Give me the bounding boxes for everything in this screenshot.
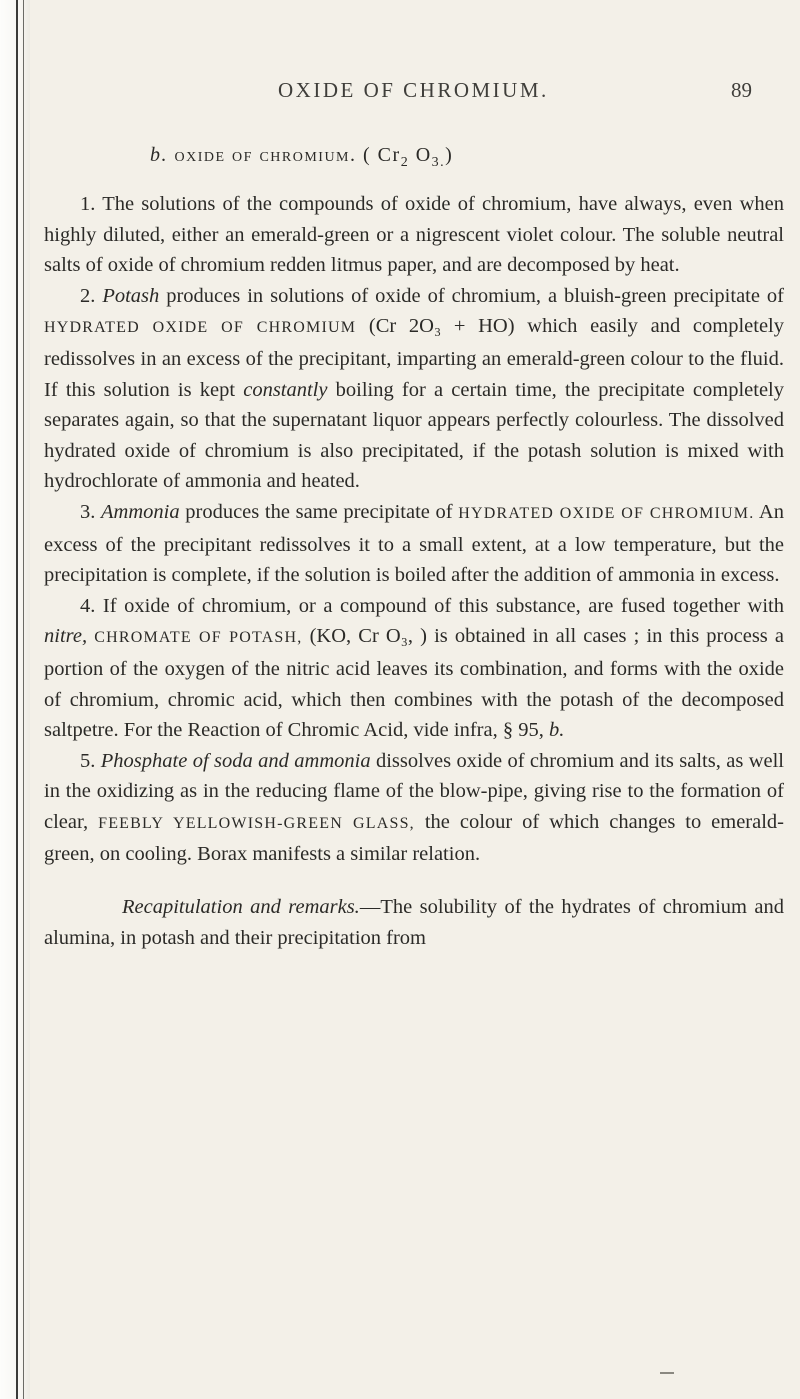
page-mark — [660, 1372, 674, 1374]
p2-text-c: boiling for a certain time, the precipitate completely separates again, so that the supernatant liquor appears perfectly colourless. The dissolved hydrated oxide of chromium is also precipitated, if the potash solution is mixed with hydrochlorate of ammonia and heated. — [44, 378, 784, 493]
p3-text-a: produces the same precipitate of — [179, 500, 459, 523]
p4-emphasis: nitre, — [44, 625, 88, 648]
p5-text-b: the colour of which changes to emerald-green, on cooling. Borax manifests a similar relation. — [44, 810, 785, 866]
p2-emphasis: constantly — [243, 378, 328, 401]
recapitulation-paragraph — [44, 892, 784, 953]
section-letter: b. — [150, 144, 168, 166]
p5-reagent: Phosphate of soda and ammonia — [100, 749, 371, 772]
p2-caps: HYDRATED OXIDE OF CHROMIUM — [44, 319, 357, 337]
p4-text-c: (KO, Cr O₃, ) is obtained in all cases ; in this process a portion of the oxygen of the nitric acid leaves its combination, and forms with the oxide of chromium, chromic acid, which then combines with the potash of the decomposed saltpetre. For the Reaction of Chromic Acid, vide infra, § 95, — [44, 625, 785, 742]
section-title-text: oxide of chromium. — [174, 144, 357, 166]
recap-label: Recapitulation and remarks. — [122, 896, 360, 919]
book-spine-shadow — [0, 0, 30, 1399]
page-header — [0, 78, 800, 108]
paragraph-2 — [44, 281, 784, 497]
formula-mid: O — [409, 144, 432, 166]
p2-text-a: produces in solutions of oxide of chromium, a bluish-green precipitate of — [159, 284, 784, 307]
p3-text-b: An excess of the precipitant redissolves it to a small extent, at a low temperature, but the precipitation is complete, if the solution is boiled after the addition of ammonia in excess. — [44, 500, 784, 587]
p5-text-a: dissolves oxide of chromium and its salts, as well in the oxidizing as in the reducing flame of the blow-pipe, giving rise to the formation of clear, — [44, 749, 784, 833]
paragraph-4 — [44, 591, 784, 746]
formula-sub-2: 3. — [431, 155, 446, 170]
p5-number: 5. — [80, 749, 96, 772]
p4-text-a: 4. If oxide of chromium, or a compound of this substance, are fused together with — [80, 594, 784, 617]
recap-text: —The solubility of the hydrates of chromium and alumina, in potash and their precipitation from — [44, 896, 784, 949]
paragraph-5 — [44, 746, 784, 870]
p3-number: 3. — [80, 500, 96, 523]
paragraph-1: 1. The solutions of the compounds of oxide of chromium, have always, even when highly diluted, either an emerald-green or a nigrescent violet colour. The soluble neutral salts of oxide of chromium redden litmus paper, and are decomposed by heat. — [44, 193, 784, 277]
paragraph-3 — [44, 497, 784, 591]
spine-inner-line — [23, 0, 24, 1399]
page-number: 89 — [731, 78, 752, 102]
p4-reference: b. — [548, 719, 565, 742]
p3-reagent: Ammonia — [101, 500, 180, 523]
formula-close: ) — [445, 144, 454, 166]
p4-caps: CHROMATE OF POTASH, — [94, 629, 303, 647]
running-head: OXIDE OF CHROMIUM. — [278, 78, 549, 102]
p2-reagent: Potash — [102, 284, 160, 307]
section-title — [150, 144, 453, 171]
p3-caps: HYDRATED OXIDE OF CHROMIUM. — [458, 504, 755, 522]
body-text — [44, 189, 784, 953]
p2-number: 2. — [80, 284, 96, 307]
formula-open: ( Cr — [363, 144, 401, 166]
formula-sub-1: 2 — [400, 155, 410, 170]
spine-edge-line — [16, 0, 18, 1399]
p2-text-b: (Cr 2O₃ + HO) which easily and completely redissolves in an excess of the precipitant, imparting an emerald-green colour to the fluid. If this solution is kept — [44, 315, 784, 401]
p5-caps: FEEBLY YELLOWISH-GREEN GLASS, — [98, 814, 415, 832]
